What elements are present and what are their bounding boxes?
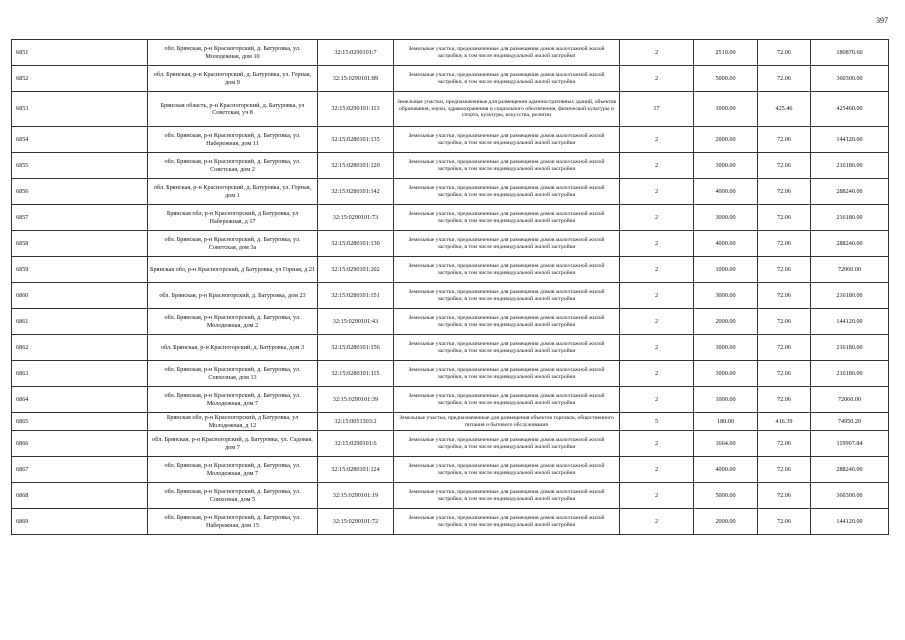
address-cell: Брянская обл, р-н Красногорский, д Батуровка, ул Горная, д 21 [148, 257, 318, 283]
row-number: 6867 [12, 457, 148, 483]
cadastral-value-cell: 72060.00 [811, 257, 889, 283]
specific-value-cell: 72.06 [758, 179, 811, 205]
area-cell: 2000.00 [694, 127, 758, 153]
specific-value-cell: 72.06 [758, 153, 811, 179]
cadastral-value-cell: 74950.20 [811, 413, 889, 431]
land-use-category-cell: Земельные участки, предназначенные для размещения домов малоэтажной жилой застройки, в том числе индивидуальной жилой застройки [394, 387, 620, 413]
cadastral-number-cell: 32:15:0280101:151 [318, 283, 394, 309]
cadastral-number-cell: 32:15:0280101:135 [318, 127, 394, 153]
cadastral-number-cell: 32:15:0290101:113 [318, 92, 394, 127]
specific-value-cell: 416.39 [758, 413, 811, 431]
table-row [12, 283, 889, 309]
address-cell: обл. Брянская, р-н Красногорский, д. Батуровка, ул. Совхозная, дом 5 [148, 483, 318, 509]
group-cell: 2 [620, 205, 694, 231]
address-cell: обл. Брянская, р-н Красногорский, д. Батуровка, ул. Молодежная, дом 10 [148, 40, 318, 66]
cadastral-value-table [11, 39, 889, 535]
cadastral-value-cell: 216180.00 [811, 153, 889, 179]
row-number: 6858 [12, 231, 148, 257]
specific-value-cell: 72.06 [758, 40, 811, 66]
group-cell: 2 [620, 309, 694, 335]
specific-value-cell: 72.06 [758, 127, 811, 153]
cadastral-value-cell: 216180.00 [811, 335, 889, 361]
group-cell: 2 [620, 431, 694, 457]
area-cell: 2510.00 [694, 40, 758, 66]
land-use-category-cell: Земельные участки, предназначенные для размещения домов малоэтажной жилой застройки, в том числе индивидуальной жилой застройки [394, 335, 620, 361]
cadastral-number-cell: 32:15:0280101:130 [318, 231, 394, 257]
cadastral-value-cell: 288240.00 [811, 457, 889, 483]
address-cell: Брянская область, р-н Красногорский, д. Батуровка, ул Советская, уч 8 [148, 92, 318, 127]
group-cell: 2 [620, 257, 694, 283]
cadastral-value-cell: 360300.00 [811, 483, 889, 509]
table-row [12, 483, 889, 509]
row-number: 6862 [12, 335, 148, 361]
area-cell: 3000.00 [694, 205, 758, 231]
row-number: 6852 [12, 66, 148, 92]
cadastral-number-cell: 32:15:0290101:72 [318, 509, 394, 535]
row-number: 6851 [12, 40, 148, 66]
address-cell: обл. Брянская, р-н Красногорский, д. Батуровка, ул. Молодежная, дом 2 [148, 309, 318, 335]
specific-value-cell: 72.06 [758, 457, 811, 483]
cadastral-value-cell: 288240.00 [811, 179, 889, 205]
group-cell: 17 [620, 92, 694, 127]
row-number: 6866 [12, 431, 148, 457]
cadastral-number-cell: 32:15:0280101:156 [318, 335, 394, 361]
land-use-category-cell: Земельные участки, предназначенные для размещения административных зданий, объектов образования, науки, здравоохранения и социального обеспечения, физической культуры и спорта, культуры, искусства, религии [394, 92, 620, 127]
group-cell: 2 [620, 40, 694, 66]
group-cell: 2 [620, 387, 694, 413]
land-use-category-cell: Земельные участки, предназначенные для размещения домов малоэтажной жилой застройки, в том числе индивидуальной жилой застройки [394, 509, 620, 535]
cadastral-value-cell: 72060.00 [811, 387, 889, 413]
land-use-category-cell: Земельные участки, предназначенные для размещения объектов торговли, общественного питания и бытового обслуживания [394, 413, 620, 431]
specific-value-cell: 72.06 [758, 361, 811, 387]
area-cell: 2000.00 [694, 509, 758, 535]
table-body [12, 40, 889, 535]
specific-value-cell: 72.06 [758, 283, 811, 309]
area-cell: 3000.00 [694, 361, 758, 387]
cadastral-number-cell: 32:15:0290101:19 [318, 483, 394, 509]
cadastral-value-cell: 144120.00 [811, 509, 889, 535]
land-use-category-cell: Земельные участки, предназначенные для размещения домов малоэтажной жилой застройки, в том числе индивидуальной жилой застройки [394, 457, 620, 483]
row-number: 6855 [12, 153, 148, 179]
cadastral-number-cell: 32:15:0290101:43 [318, 309, 394, 335]
cadastral-number-cell: 32:15:0051303:2 [318, 413, 394, 431]
table-row [12, 257, 889, 283]
area-cell: 5000.00 [694, 66, 758, 92]
area-cell: 1664.00 [694, 431, 758, 457]
address-cell: обл. Брянская, р-н Красногорский, д. Батуровка, ул. Набережная, дом 11 [148, 127, 318, 153]
land-use-category-cell: Земельные участки, предназначенные для размещения домов малоэтажной жилой застройки, в том числе индивидуальной жилой застройки [394, 127, 620, 153]
area-cell: 3000.00 [694, 335, 758, 361]
group-cell: 2 [620, 457, 694, 483]
table-row [12, 361, 889, 387]
address-cell: обл. Брянская, р-н Красногорский, д. Батуровка, дом 23 [148, 283, 318, 309]
specific-value-cell: 72.06 [758, 309, 811, 335]
address-cell: обл. Брянская, р-н Красногорский, д. Батуровка, ул. Советская, дом 3а [148, 231, 318, 257]
address-cell: обл. Брянская, р-н Красногорский, д. Батуровка, ул. Совхозная, дом 13 [148, 361, 318, 387]
land-use-category-cell: Земельные участки, предназначенные для размещения домов малоэтажной жилой застройки, в том числе индивидуальной жилой застройки [394, 66, 620, 92]
row-number: 6864 [12, 387, 148, 413]
table-row [12, 40, 889, 66]
land-use-category-cell: Земельные участки, предназначенные для размещения домов малоэтажной жилой застройки, в том числе индивидуальной жилой застройки [394, 283, 620, 309]
cadastral-number-cell: 32:15:0290101:73 [318, 205, 394, 231]
cadastral-value-cell: 144120.00 [811, 309, 889, 335]
area-cell: 180.00 [694, 413, 758, 431]
cadastral-value-cell: 216180.00 [811, 361, 889, 387]
specific-value-cell: 72.06 [758, 231, 811, 257]
land-use-category-cell: Земельные участки, предназначенные для размещения домов малоэтажной жилой застройки, в том числе индивидуальной жилой застройки [394, 205, 620, 231]
land-use-category-cell: Земельные участки, предназначенные для размещения домов малоэтажной жилой застройки, в том числе индивидуальной жилой застройки [394, 483, 620, 509]
area-cell: 1000.00 [694, 387, 758, 413]
address-cell: Брянская обл, р-н Красногорский, д Батуровка, ул Молодежная, д 12 [148, 413, 318, 431]
row-number: 6861 [12, 309, 148, 335]
address-cell: Брянская обл, р-н Красногорский, д Батуровка, ул Набережная, д 17 [148, 205, 318, 231]
address-cell: обл. Брянская, р-н Красногорский, д. Батуровка, ул. Набережная, дом 15 [148, 509, 318, 535]
group-cell: 2 [620, 483, 694, 509]
table-row [12, 179, 889, 205]
cadastral-number-cell: 32:15:0290101:89 [318, 66, 394, 92]
land-use-category-cell: Земельные участки, предназначенные для размещения домов малоэтажной жилой застройки, в том числе индивидуальной жилой застройки [394, 153, 620, 179]
page-number: 397 [876, 16, 888, 25]
cadastral-value-cell: 119907.84 [811, 431, 889, 457]
land-use-category-cell: Земельные участки, предназначенные для размещения домов малоэтажной жилой застройки, в том числе индивидуальной жилой застройки [394, 309, 620, 335]
group-cell: 2 [620, 231, 694, 257]
specific-value-cell: 72.06 [758, 257, 811, 283]
cadastral-value-cell: 216180.00 [811, 205, 889, 231]
address-cell: обл. Брянская, р-н Красногорский, д. Батуровка, ул. Горная, дом 9 [148, 66, 318, 92]
cadastral-number-cell: 32:15:0280101:120 [318, 153, 394, 179]
table-row [12, 509, 889, 535]
row-number: 6857 [12, 205, 148, 231]
row-number: 6869 [12, 509, 148, 535]
land-use-category-cell: Земельные участки, предназначенные для размещения домов малоэтажной жилой застройки, в том числе индивидуальной жилой застройки [394, 231, 620, 257]
table-row [12, 457, 889, 483]
cadastral-value-cell: 144120.00 [811, 127, 889, 153]
specific-value-cell: 72.06 [758, 431, 811, 457]
table-row [12, 92, 889, 127]
area-cell: 1000.00 [694, 257, 758, 283]
area-cell: 4000.00 [694, 231, 758, 257]
cadastral-number-cell: 32:15:0290101:6 [318, 431, 394, 457]
specific-value-cell: 72.06 [758, 66, 811, 92]
address-cell: обл. Брянская, р-н Красногорский, д. Батуровка, ул. Советская, дом 2 [148, 153, 318, 179]
specific-value-cell: 72.06 [758, 387, 811, 413]
group-cell: 2 [620, 66, 694, 92]
group-cell: 2 [620, 361, 694, 387]
cadastral-number-cell: 32:15:0280101:142 [318, 179, 394, 205]
land-use-category-cell: Земельные участки, предназначенные для размещения домов малоэтажной жилой застройки, в том числе индивидуальной жилой застройки [394, 40, 620, 66]
address-cell: обл. Брянская, р-н Красногорский, д. Батуровка, дом 3 [148, 335, 318, 361]
table-row [12, 231, 889, 257]
cadastral-number-cell: 32:15:0280101:124 [318, 457, 394, 483]
table-row [12, 127, 889, 153]
specific-value-cell: 72.06 [758, 483, 811, 509]
cadastral-value-cell: 216180.00 [811, 283, 889, 309]
group-cell: 2 [620, 509, 694, 535]
row-number: 6859 [12, 257, 148, 283]
land-use-category-cell: Земельные участки, предназначенные для размещения домов малоэтажной жилой застройки, в том числе индивидуальной жилой застройки [394, 361, 620, 387]
row-number: 6863 [12, 361, 148, 387]
group-cell: 5 [620, 413, 694, 431]
group-cell: 2 [620, 335, 694, 361]
table-row [12, 153, 889, 179]
address-cell: обл. Брянская, р-н Красногорский, д. Батуровка, ул. Садовая, дом 7 [148, 431, 318, 457]
cadastral-number-cell: 32:15:0290101:7 [318, 40, 394, 66]
area-cell: 3000.00 [694, 283, 758, 309]
specific-value-cell: 72.06 [758, 509, 811, 535]
area-cell: 4000.00 [694, 179, 758, 205]
area-cell: 4000.00 [694, 457, 758, 483]
area-cell: 3000.00 [694, 153, 758, 179]
table-row [12, 431, 889, 457]
row-number: 6856 [12, 179, 148, 205]
specific-value-cell: 425.46 [758, 92, 811, 127]
table-row [12, 413, 889, 431]
specific-value-cell: 72.06 [758, 335, 811, 361]
address-cell: обл. Брянская, р-н Красногорский, д. Батуровка, ул. Молодежная, дом 7 [148, 457, 318, 483]
address-cell: обл. Брянская, р-н Красногорский, д. Батуровка, ул. Молодежная, дом 7 [148, 387, 318, 413]
group-cell: 2 [620, 283, 694, 309]
land-use-category-cell: Земельные участки, предназначенные для размещения домов малоэтажной жилой застройки, в том числе индивидуальной жилой застройки [394, 257, 620, 283]
row-number: 6853 [12, 92, 148, 127]
address-cell: обл. Брянская, р-н Красногорский, д. Батуровка, ул. Горная, дом 1 [148, 179, 318, 205]
row-number: 6865 [12, 413, 148, 431]
row-number: 6854 [12, 127, 148, 153]
table-row [12, 335, 889, 361]
table-row [12, 309, 889, 335]
cadastral-value-cell: 180870.60 [811, 40, 889, 66]
area-cell: 2000.00 [694, 309, 758, 335]
table-row [12, 387, 889, 413]
table-row [12, 66, 889, 92]
group-cell: 2 [620, 179, 694, 205]
cadastral-number-cell: 32:15:0290101:202 [318, 257, 394, 283]
row-number: 6868 [12, 483, 148, 509]
row-number: 6860 [12, 283, 148, 309]
land-use-category-cell: Земельные участки, предназначенные для размещения домов малоэтажной жилой застройки, в том числе индивидуальной жилой застройки [394, 179, 620, 205]
cadastral-number-cell: 32:15:0280101:115 [318, 361, 394, 387]
group-cell: 2 [620, 127, 694, 153]
cadastral-number-cell: 32:15:0290101:39 [318, 387, 394, 413]
table-row [12, 205, 889, 231]
area-cell: 1000.00 [694, 92, 758, 127]
group-cell: 2 [620, 153, 694, 179]
land-use-category-cell: Земельные участки, предназначенные для размещения домов малоэтажной жилой застройки, в том числе индивидуальной жилой застройки [394, 431, 620, 457]
area-cell: 5000.00 [694, 483, 758, 509]
cadastral-value-cell: 360300.00 [811, 66, 889, 92]
specific-value-cell: 72.06 [758, 205, 811, 231]
cadastral-value-cell: 425460.00 [811, 92, 889, 127]
cadastral-value-cell: 288240.00 [811, 231, 889, 257]
